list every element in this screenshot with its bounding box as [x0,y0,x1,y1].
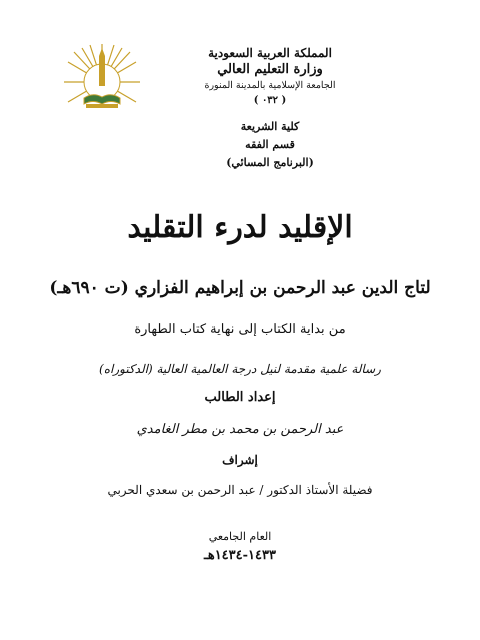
prepared-by-label: إعداد الطالب [204,390,276,405]
university-name: الجامعة الإسلامية بالمدينة المنورة [204,80,336,91]
institution-header [170,45,370,108]
document-number: ( ٠٣٢ ) [253,95,287,106]
book-author: لتاج الدين عبد الرحمن بن إبراهيم الفزاري (ت ٦٩٠هـ) [49,278,431,298]
university-logo [62,42,142,122]
book-title: الإقليد لدرء التقليد [127,210,353,245]
book-scope: من بداية الكتاب إلى نهاية كتاب الطهارة [134,322,346,337]
ministry-name: وزارة التعليم العالي [217,62,323,77]
faculty-block [210,118,330,172]
program-name: (البرنامج المسائي) [226,156,314,169]
college-name: كلية الشريعة [240,120,300,133]
kingdom-name: المملكة العربية السعودية [208,46,332,60]
supervision-label: إشراف [222,453,258,467]
thesis-description: رسالة علمية مقدمة لنيل درجة العالمية العالية (الدكتوراه) [99,362,381,376]
department-name: قسم الفقه [245,138,295,151]
academic-year-value: ١٤٣٣-١٤٣٤هـ [204,548,276,563]
student-name: عبد الرحمن بن محمد بن مطر الغامدي [136,422,344,437]
academic-year-label: العام الجامعي [208,530,272,543]
supervisor-name: فضيلة الأستاذ الدكتور / عبد الرحمن بن سعدي الحربي [107,483,373,497]
